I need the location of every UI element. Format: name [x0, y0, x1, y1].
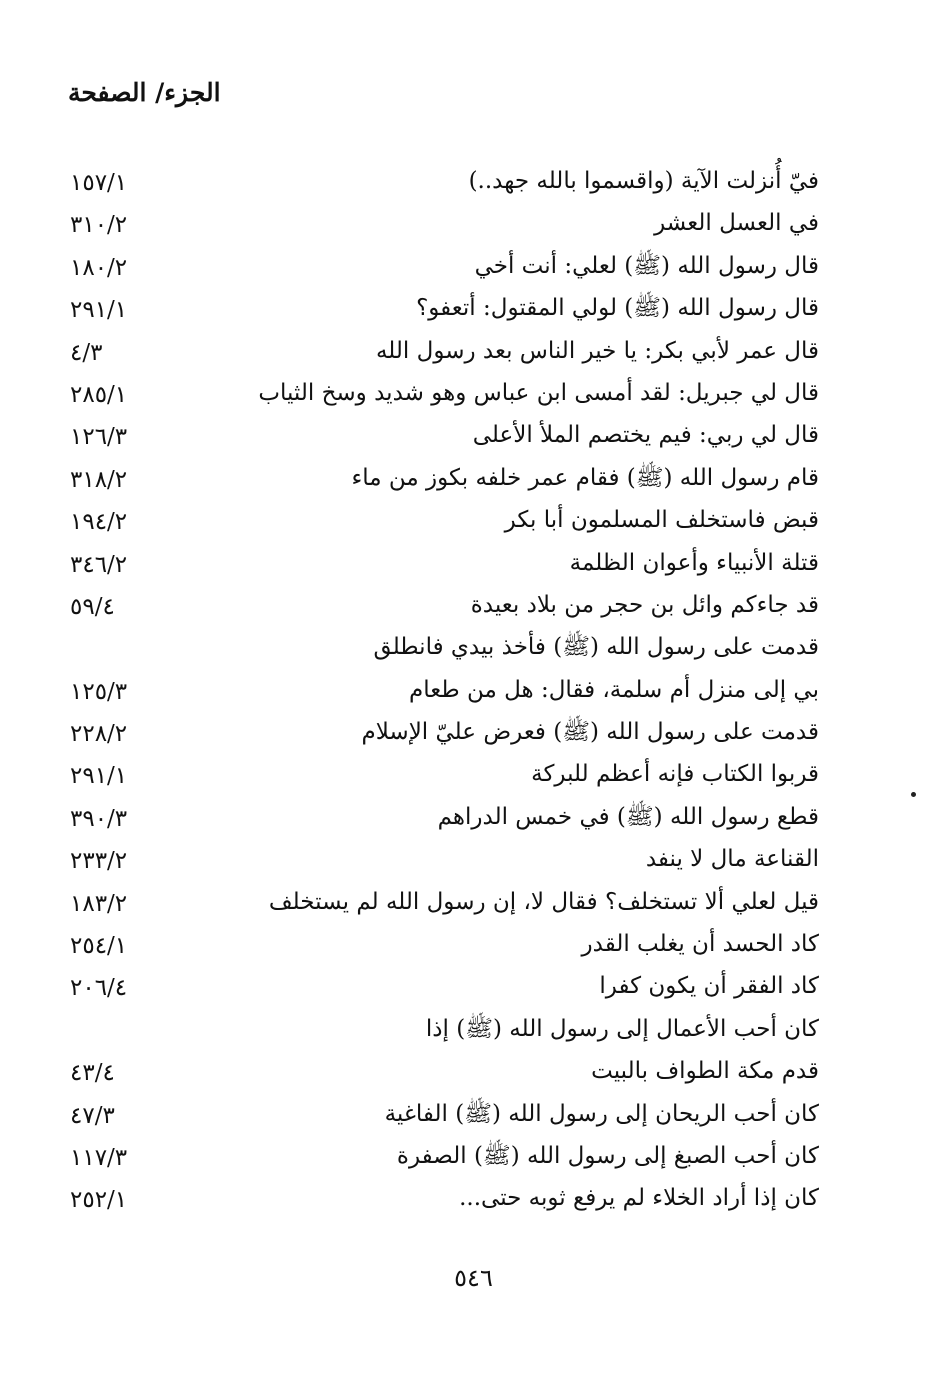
entry-reference: ١٢٥/٣ [70, 678, 128, 705]
index-entry [0, 965, 947, 1007]
index-entry [0, 584, 947, 626]
index-entry [0, 923, 947, 965]
entry-text: فيّ أُنزلت الآية (واقسموا بالله جهد..) [468, 168, 819, 194]
entry-text: قال لي جبريل: لقد أمسى ابن عباس وهو شديد وسخ الثياب [258, 379, 819, 406]
entry-reference: ٢٥٢/١ [70, 1187, 128, 1214]
entry-reference: ٥٩/٤ [70, 593, 115, 620]
index-entry [0, 753, 947, 795]
entry-text: قال رسول الله (ﷺ) لولي المقتول: أتعفو؟ [416, 295, 819, 322]
index-entry [0, 711, 947, 753]
entry-text: قال رسول الله (ﷺ) لعلي: أنت أخي [474, 252, 819, 279]
entry-text: كاد الفقر أن يكون كفرا [599, 973, 819, 1000]
entry-reference: ٢٠٦/٤ [70, 975, 128, 1002]
entry-text: قدمت على رسول الله (ﷺ) فأخذ بيدي فانطلق [373, 634, 819, 661]
index-entry [0, 542, 947, 584]
index-entry [0, 1135, 947, 1177]
index-entry [0, 881, 947, 923]
entry-text: بي إلى منزل أم سلمة، فقال: هل من طعام [409, 676, 819, 703]
entry-text: قطع رسول الله (ﷺ) في خمس الدراهم [437, 803, 819, 830]
index-entry [0, 1008, 947, 1050]
index-entry [0, 626, 947, 668]
page-number: ٥٤٦ [454, 1264, 493, 1292]
entry-reference: ٢٥٤/١ [70, 933, 128, 960]
entry-text: قام رسول الله (ﷺ) فقام عمر خلفه بكوز من ماء [351, 464, 819, 491]
index-entry [0, 838, 947, 880]
index-entry [0, 372, 947, 414]
entry-reference: ١٥٧/١ [70, 170, 128, 196]
entry-text: قبض فاستخلف المسلمون أبا بكر [504, 507, 819, 534]
index-entry [0, 499, 947, 541]
index-entry [0, 1177, 947, 1219]
entry-reference: ٣٩٠/٣ [70, 805, 128, 832]
index-entry [0, 160, 947, 202]
entry-reference: ٢٩١/١ [70, 297, 128, 324]
index-entry [0, 202, 947, 244]
stray-dot [911, 792, 916, 797]
index-entry [0, 669, 947, 711]
entry-reference: ٢٨٥/١ [70, 381, 128, 408]
entry-text: قتلة الأنبياء وأعوان الظلمة [569, 549, 819, 576]
index-entry [0, 287, 947, 329]
entry-reference: ١٨٣/٢ [70, 890, 128, 917]
entry-text: كاد الحسد أن يغلب القدر [581, 931, 819, 958]
entry-reference: ١٨٠/٢ [70, 254, 128, 281]
entry-reference: ١١٧/٣ [70, 1144, 128, 1171]
entry-reference: ٢٣٣/٢ [70, 848, 128, 875]
index-list [0, 160, 947, 1220]
entry-text: قربوا الكتاب فإنه أعظم للبركة [531, 761, 819, 788]
entry-reference: ٣١٠/٢ [70, 212, 128, 239]
entry-text: قدم مكة الطواف بالبيت [591, 1058, 819, 1085]
entry-reference: ١٩٤/٢ [70, 509, 128, 536]
entry-reference: ٣٤٦/٢ [70, 551, 128, 578]
index-entry [0, 457, 947, 499]
entry-reference: ١٢٦/٣ [70, 424, 128, 451]
entry-reference: ٤/٣ [70, 339, 103, 366]
entry-reference: ٢٢٨/٢ [70, 721, 128, 748]
entry-reference: ٣١٨/٢ [70, 466, 128, 493]
entry-text: قد جاءكم وائل بن حجر من بلاد بعيدة [470, 591, 819, 618]
entry-text: كان أحب الأعمال إلى رسول الله (ﷺ) إذا [425, 1015, 819, 1042]
entry-text: القناعة مال لا ينفد [645, 846, 819, 873]
entry-text: كان إذا أراد الخلاء لم يرفع ثوبه حتى... [459, 1185, 819, 1212]
column-header: الجزء/ الصفحة [68, 78, 221, 107]
entry-text: قال لي ربي: فيم يختصم الملأ الأعلى [472, 422, 819, 449]
entry-text: في العسل العشر [654, 210, 819, 237]
entry-text: قال عمر لأبي بكر: يا خير الناس بعد رسول الله [375, 337, 819, 364]
index-entry [0, 414, 947, 456]
entry-text: قدمت على رسول الله (ﷺ) فعرض عليّ الإسلام [361, 719, 819, 746]
entry-reference: ٤٧/٣ [70, 1102, 115, 1129]
entry-reference: ٤٣/٤ [70, 1060, 115, 1087]
index-entry [0, 1093, 947, 1135]
entry-text: كان أحب الريحان إلى رسول الله (ﷺ) الفاغية [384, 1100, 819, 1127]
entry-text: قيل لعلي ألا تستخلف؟ فقال لا، إن رسول الله لم يستخلف [268, 888, 819, 915]
entry-text: كان أحب الصبغ إلى رسول الله (ﷺ) الصفرة [396, 1142, 819, 1169]
index-entry [0, 1050, 947, 1092]
index-entry [0, 796, 947, 838]
index-entry [0, 330, 947, 372]
index-entry [0, 245, 947, 287]
entry-reference: ٢٩١/١ [70, 763, 128, 790]
